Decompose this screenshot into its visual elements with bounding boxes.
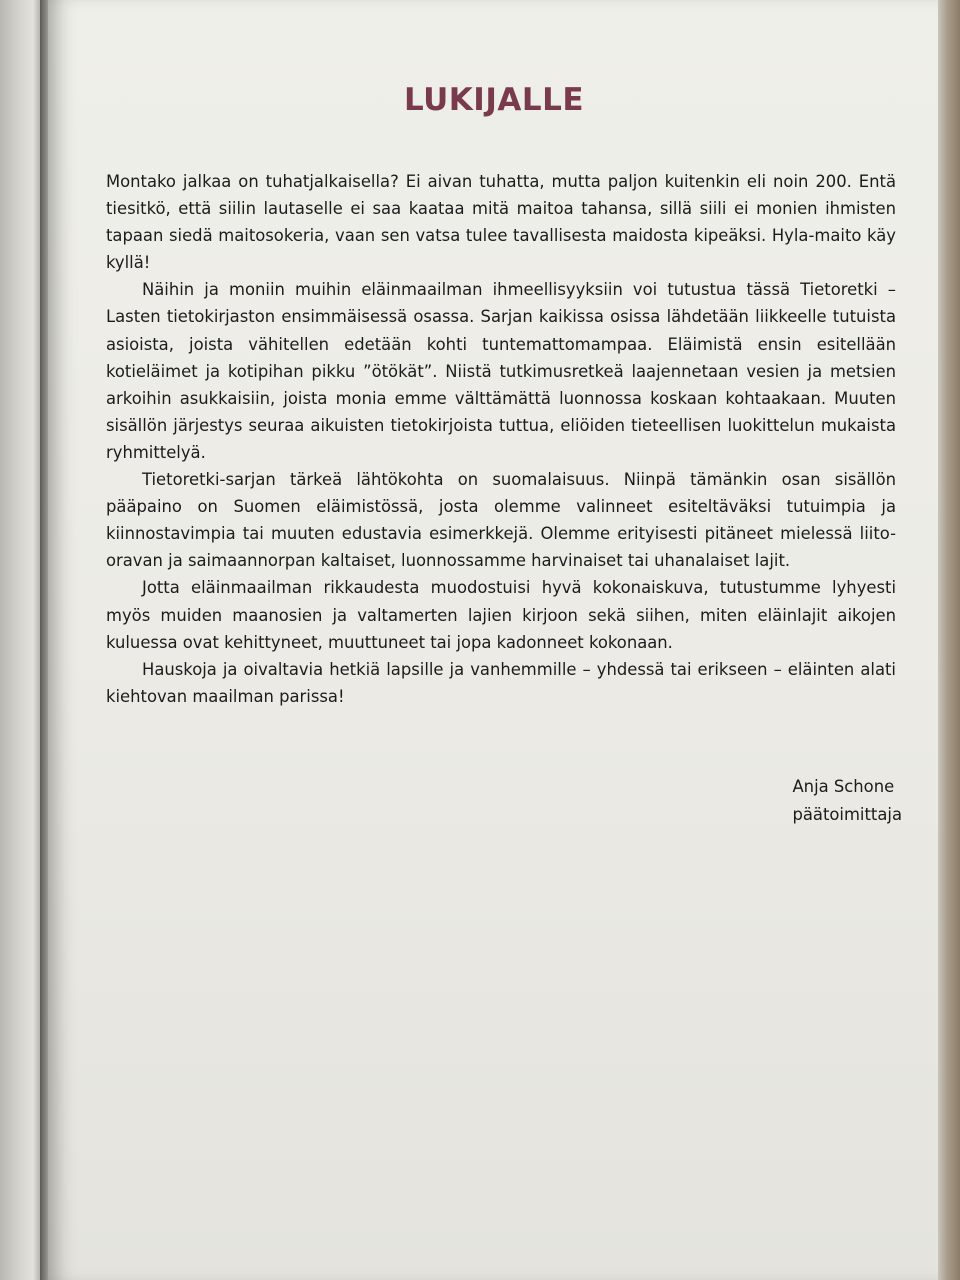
signature-name: Anja Schone	[792, 777, 895, 796]
signature-role: päätoimittaja	[792, 805, 902, 824]
paragraph-2: Näihin ja moniin muihin eläinmaailman ihmeellisyyksiin voi tutustua tässä Tietoretki – Lasten tietokirjaston ensimmäisessä osassa. Sarjan kaikissa osissa lähdetään liikkeelle tutuista asioista, joista vähitellen edetään kohti tuntemattomampaa. Eläimistä ensin esitellään kotieläimet ja kotipihan pikku ”ötökät”. Niistä tutkimusretkeä laajennetaan vesien ja metsien arkoihin asukkaisiin, joista monia emme välttämättä luonnossa koskaan kohtaakaan. Muuten sisällön järjestys seuraa aikuisten tietokirjoista tuttua, eliöiden tieteellisen luokittelun mukaista ryhmittelyä.	[106, 280, 896, 462]
left-page-edge	[0, 0, 44, 1280]
page-title: LUKIJALLE	[403, 82, 585, 118]
page-edge-right	[938, 0, 960, 1280]
foreword-text	[106, 168, 896, 710]
signature-block	[792, 773, 902, 829]
paragraph-4: Jotta eläinmaailman rikkaudesta muodostuisi hyvä kokonaiskuva, tutustumme lyhyesti myös muiden maanosien ja valtamerten lajien kirjoon sekä siihen, miten eläinlajit aikojen kuluessa ovat kehittyneet, muuttuneet tai jopa kadonneet kokonaan.	[106, 578, 896, 652]
paragraph-1: Montako jalkaa on tuhatjalkaisella? Ei aivan tuhatta, mutta paljon kuitenkin eli noin 200. Entä tiesitkö, että siilin lautaselle ei saa kaataa mitä maitoa tahansa, sillä siili ei monien ihmisten tapaan siedä maitosokeria, vaan sen vatsa tulee tavallisesta maidosta kipeäksi. Hyla-maito käy kyllä!	[106, 172, 896, 273]
paragraph-3: Tietoretki-sarjan tärkeä lähtökohta on suomalaisuus. Niinpä tämänkin osan sisällön pääpaino on Suomen eläimistössä, josta olemme valinneet esiteltäväksi tutuimpia ja kiinnostavimpia tai muuten edustavia esimerkkejä. Olemme erityisesti pitäneet mielessä liito-oravan ja saimaannorpan kaltaiset, luonnossamme harvinaiset tai uhanalaiset lajit.	[106, 470, 896, 571]
paragraph-5: Hauskoja ja oivaltavia hetkiä lapsille ja vanhemmille – yhdessä tai erikseen – eläinten alati kiehtovan maailman parissa!	[106, 659, 896, 706]
